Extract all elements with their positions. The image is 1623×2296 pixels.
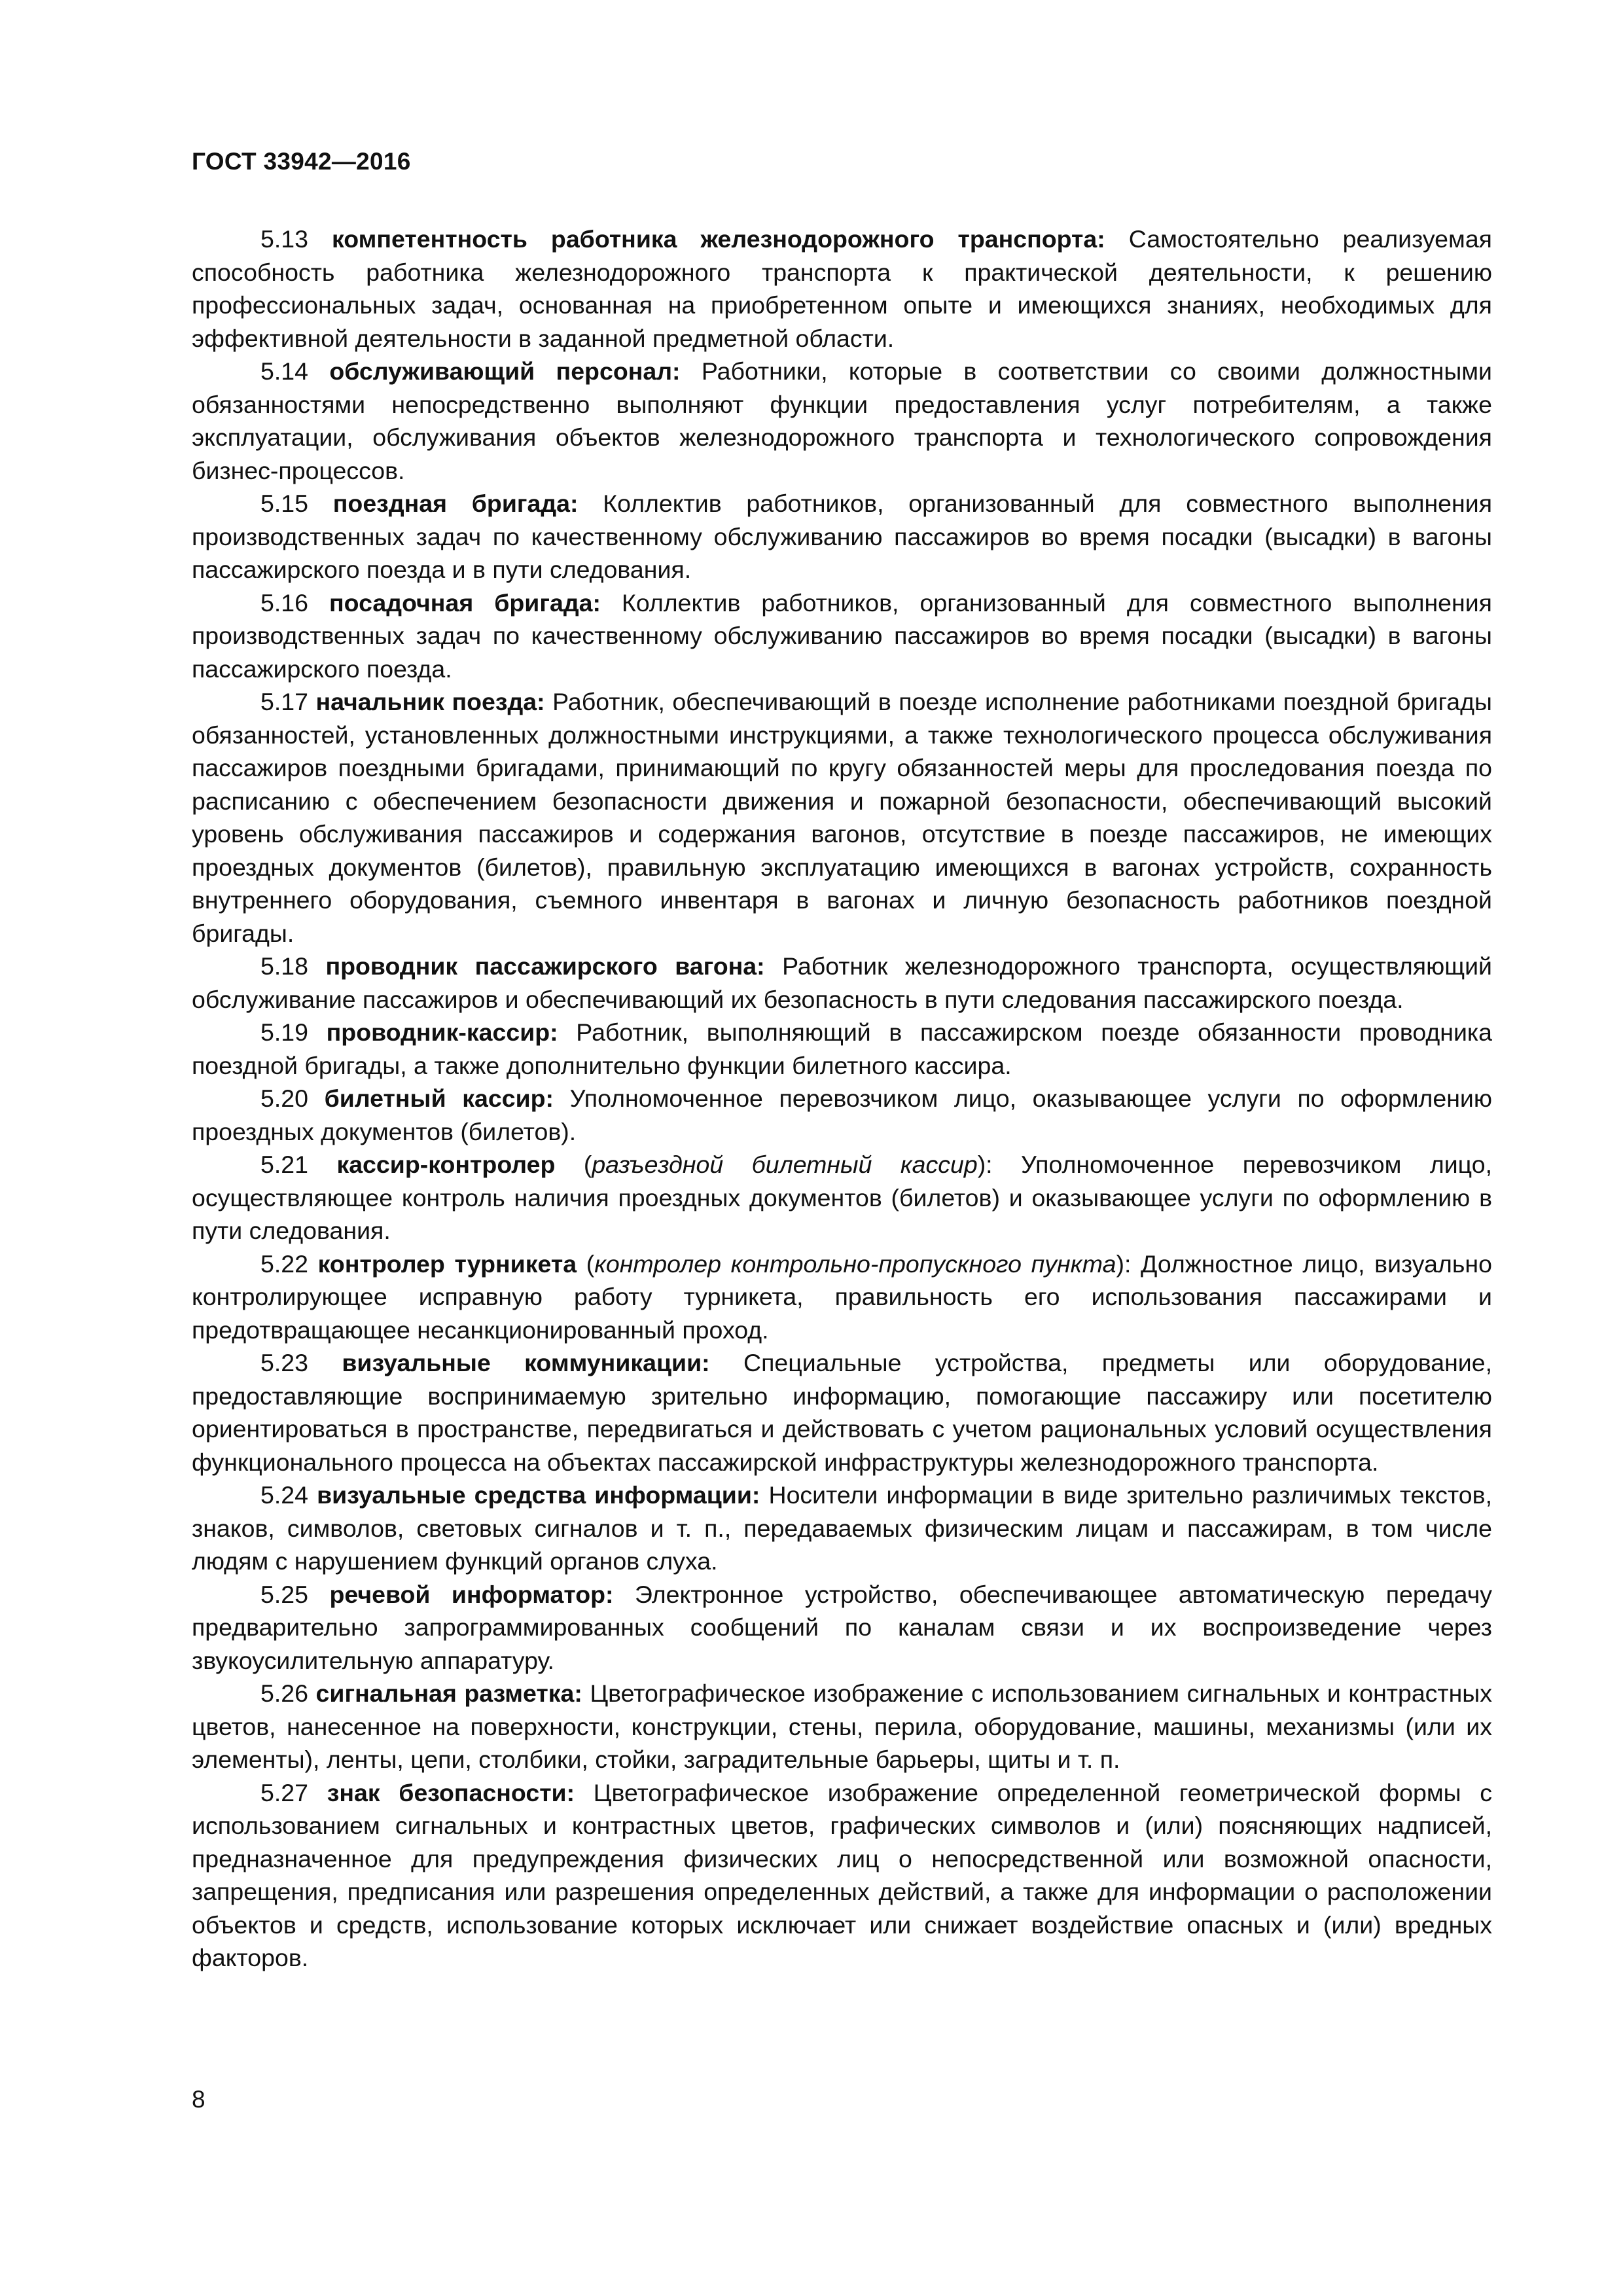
entry-number: 5.18 (260, 952, 308, 980)
entry-definition: Специальные устройства, предметы или оборудование, предоставляющие воспринимаемую зрительно информацию, помогающие пассажиру или посетителю ориентироваться в пространстве, передвигаться и действовать с учетом рациональных условий осуществления функционального процесса на объектах пассажирской инфраструктуры железнодорожного транспорта. (192, 1349, 1493, 1476)
entry-number: 5.24 (260, 1481, 308, 1509)
entry-definition: Работник железнодорожного транспорта, осуществляющий обслуживание пассажиров и обеспечивающий их безопасность в пути следования пассажирского поезда. (192, 952, 1492, 1013)
entry-term: сигнальная разметка: (315, 1679, 582, 1707)
entry-definition: Должностное лицо, визуально контролирующее исправную работу турникета, правильность его использования пассажирами и предотвращающее несанкционированный проход. (192, 1249, 1492, 1344)
entry-definition: Электронное устройство, обеспечивающее автоматическую передачу предварительно запрограммированных сообщений по каналам связи и их воспроизведение через звукоусилительную аппаратуру. (192, 1580, 1493, 1674)
definition-entry (192, 355, 1492, 487)
entry-number: 5.25 (260, 1580, 308, 1608)
definition-entry (192, 586, 1492, 686)
entry-definition: Коллектив работников, организованный для совместного выполнения производственных задач по качественному обслуживанию пассажиров во время посадки (высадки) в вагоны пассажирского поезда. (192, 588, 1492, 683)
standard-header: ГОСТ 33942—2016 (192, 148, 411, 175)
entry-term: речевой информатор: (329, 1580, 614, 1608)
entry-number: 5.13 (260, 225, 308, 253)
definitions-list (192, 223, 1492, 1975)
entry-term: контролер турникета (317, 1249, 577, 1278)
entry-synonym: контролер контрольно-пропускного пункта (594, 1249, 1116, 1278)
definition-entry (192, 685, 1492, 950)
definition-entry (192, 1016, 1492, 1082)
entry-term: визуальные средства информации: (317, 1481, 760, 1509)
definition-entry (192, 1082, 1492, 1148)
entry-number: 5.15 (260, 490, 308, 517)
entry-definition: Уполномоченное перевозчиком лицо, осуществляющее контроль наличия проездных документов (билетов) и оказывающее услуги по оформлению в пути следования. (192, 1151, 1493, 1244)
entry-number: 5.19 (260, 1018, 308, 1046)
definition-entry (192, 223, 1492, 355)
entry-definition: Носители информации в виде зрительно различимых текстов, знаков, символов, световых сигналов и т. п., передаваемых физическим лицам и пассажирам, в том числе людям с нарушением функций органов слуха. (192, 1481, 1493, 1575)
entry-number: 5.27 (260, 1778, 308, 1806)
entry-number: 5.16 (260, 588, 308, 617)
definition-entry (192, 1677, 1492, 1776)
entry-number: 5.20 (260, 1085, 308, 1112)
definition-entry (192, 1346, 1492, 1479)
entry-term: посадочная бригада: (329, 588, 601, 617)
entry-number: 5.17 (260, 688, 308, 715)
entry-synonym: разъездной билетный кассир (592, 1151, 978, 1178)
entry-definition: Цветографическое изображение определенной геометрической формы с использованием сигнальных и контрастных цветов, графических символов и (или) поясняющих надписей, предназначенное для предупреждения физических лиц о непосредственной или возможной опасности, запрещения, предписания или разрешения определенных действий, а также для информации о расположении объектов и средств, использование которых исключает или снижает воздействие опасных и (или) вредных факторов. (192, 1778, 1493, 1971)
entry-number: 5.21 (260, 1151, 308, 1178)
entry-number: 5.22 (260, 1249, 308, 1278)
entry-definition: Работники, которые в соответствии со своими должностными обязанностями непосредственно выполняют функции предоставления услуг потребителям, а также эксплуатации, обслуживания объектов железнодорожного транспорта и технологического сопровождения бизнес-процессов. (192, 357, 1493, 484)
entry-number: 5.26 (260, 1679, 308, 1707)
entry-term: начальник поезда: (315, 688, 545, 715)
entry-term: проводник-кассир: (326, 1018, 558, 1046)
entry-definition: Работник, выполняющий в пассажирском поезде обязанности проводника поездной бригады, а также дополнительно функции билетного кассира. (192, 1018, 1492, 1079)
definition-entry: 5.22 контролер турникета (контролер контрольно-пропускного пункта): Должностное лицо, визуально контролирующее исправную работу турникета, правильность его использования пассажирами и предотвращающее несанкционированный проход. (192, 1249, 1492, 1344)
definition-entry (192, 950, 1492, 1016)
definition-entry (192, 1776, 1492, 1975)
entry-term: кассир-контролер (336, 1151, 556, 1178)
definition-entry (192, 487, 1492, 586)
entry-definition: Самостоятельно реализуемая способность работника железнодорожного транспорта к практической деятельности, к решению профессиональных задач, основанная на приобретенном опыте и имеющихся знаниях, необходимых для эффективной деятельности в заданной предметной области. (192, 225, 1492, 352)
entry-number: 5.23 (260, 1349, 308, 1376)
entry-term: компетентность работника железнодорожного транспорта: (331, 225, 1105, 253)
entry-definition: Коллектив работников, организованный для совместного выполнения производственных задач по качественному обслуживанию пассажиров во время посадки (высадки) в вагоны пассажирского поезда и в пути следования. (192, 490, 1492, 583)
definition-entry (192, 1578, 1492, 1677)
entry-term: билетный кассир: (324, 1085, 554, 1112)
page-number: 8 (192, 2086, 205, 2113)
entry-definition: Работник, обеспечивающий в поезде исполнение работниками поездной бригады обязанностей, установленных должностными инструкциями, а также технологического процесса обслуживания пассажиров поездными бригадами, принимающий по кругу обязанностей меры для проследования поезда по расписанию с обеспечением безопасности движения и пожарной безопасности, обеспечивающий высокий уровень обслуживания пассажиров и содержания вагонов, отсутствие в поезде пассажиров, не имеющих проездных документов (билетов), правильную эксплуатацию имеющихся в вагонах устройств, сохранность внутреннего оборудования, съемного инвентаря в вагонах и личную безопасность работников поездной бригады. (192, 688, 1492, 947)
entry-term: обслуживающий персонал: (329, 357, 681, 385)
definition-entry (192, 1479, 1492, 1578)
definition-entry: 5.21 кассир-контролер (разъездной билетный кассир): Уполномоченное перевозчиком лицо, осуществляющее контроль наличия проездных документов (билетов) и оказывающее услуги по оформлению в пути следования. (192, 1151, 1493, 1244)
entry-definition: Уполномоченное перевозчиком лицо, оказывающее услуги по оформлению проездных документов (билетов). (192, 1085, 1492, 1145)
entry-term: визуальные коммуникации: (342, 1349, 710, 1376)
entry-number: 5.14 (260, 357, 308, 385)
entry-term: знак безопасности: (327, 1778, 575, 1806)
entry-term: проводник пассажирского вагона: (325, 952, 765, 980)
entry-term: поездная бригада: (332, 490, 579, 517)
entry-definition: Цветографическое изображение с использованием сигнальных и контрастных цветов, нанесенное на поверхности, конструкции, стены, перила, оборудование, машины, механизмы (или их элементы), ленты, цепи, столбики, стойки, заградительные барьеры, щиты и т. п. (192, 1679, 1493, 1773)
